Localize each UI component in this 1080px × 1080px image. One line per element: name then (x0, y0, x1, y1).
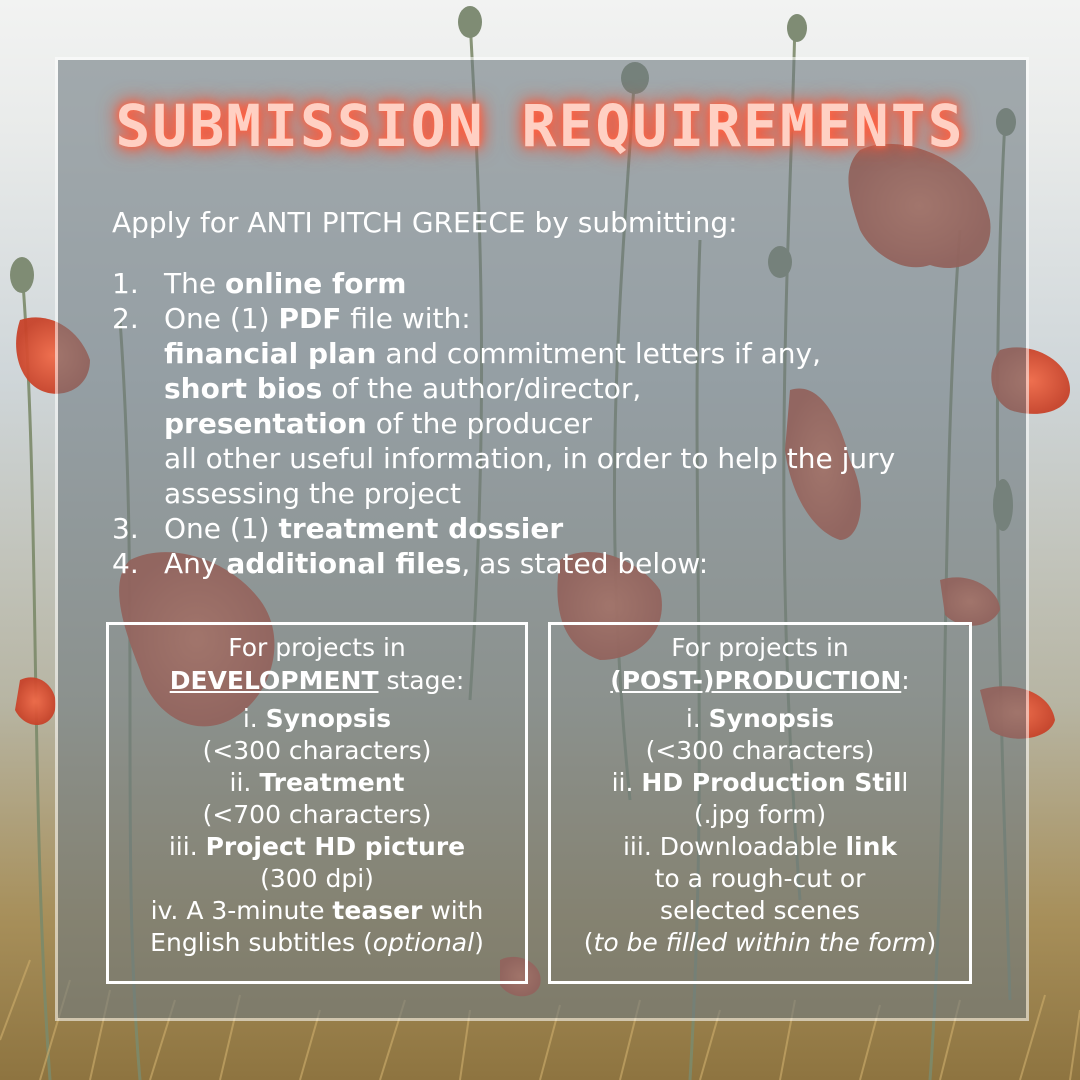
stage-suffix: : (901, 666, 910, 695)
list-number: 1. (112, 267, 139, 300)
heading-stage-line (551, 664, 969, 697)
development-requirements-box (106, 622, 528, 984)
pdf-detail (164, 336, 924, 371)
stage-name: (POST-)PRODUCTION (610, 666, 902, 695)
item-text: Any (164, 547, 227, 580)
box-line: i. Synopsis (242, 704, 392, 733)
heading-line: For projects in (228, 633, 406, 662)
box-line: ii. HD Production Still (611, 768, 909, 797)
list-item (112, 266, 924, 301)
item-text: The (164, 267, 225, 300)
box-line: (.jpg form) (693, 800, 827, 829)
box-heading (551, 631, 969, 697)
pdf-detail (112, 441, 924, 511)
box-line: selected scenes (660, 896, 860, 925)
detail-bold: short bios (164, 372, 323, 405)
list-item (112, 546, 924, 581)
page-title: SUBMISSION REQUIREMENTS (115, 92, 965, 160)
item-bold-text: online form (224, 267, 407, 300)
item-text: One (1) (164, 302, 279, 335)
box-heading (109, 631, 525, 697)
box-line: (<700 characters) (202, 800, 432, 829)
detail-bold: presentation (164, 407, 367, 440)
box-line: (<300 characters) (202, 736, 432, 765)
pdf-detail (164, 371, 924, 406)
box-line: ii. Treatment (229, 768, 405, 797)
list-number: 3. (112, 512, 139, 545)
stage-name: DEVELOPMENT (169, 666, 379, 695)
item-bold-text: additional files (226, 547, 462, 580)
list-number: 2. (112, 302, 139, 335)
production-requirements-box (548, 622, 972, 984)
list-item (112, 511, 924, 546)
heading-stage-line (109, 664, 525, 697)
box-line: iii. Project HD picture (168, 832, 466, 861)
item-text: One (1) (164, 512, 279, 545)
detail-text: of the author/director, (322, 372, 642, 405)
box-line: (300 dpi) (260, 864, 374, 893)
list-item (112, 301, 924, 511)
box-line: (<300 characters) (645, 736, 875, 765)
pdf-detail (164, 406, 924, 441)
detail-bold: financial plan (164, 337, 377, 370)
intro-text: Apply for ANTI PITCH GREECE by submitting: (112, 206, 738, 239)
stage-suffix: stage: (378, 666, 465, 695)
heading-line: For projects in (671, 633, 849, 662)
item-bold-text: PDF (278, 302, 342, 335)
detail-text: and commitment letters if any, (376, 337, 821, 370)
item-text-post: file with: (341, 302, 471, 335)
box-line: to a rough-cut or (654, 864, 866, 893)
requirements-list (112, 266, 924, 581)
item-text-post: , as stated below: (461, 547, 709, 580)
list-number: 4. (112, 547, 139, 580)
detail-text: all other useful information, in order to help the jury assessing the project (164, 442, 896, 510)
box-line: i. Synopsis (685, 704, 835, 733)
box-line: iii. Downloadable link (622, 832, 898, 861)
box-line: iv. A 3-minute teaser with (150, 896, 484, 925)
box-line: (to be filled within the form) (583, 928, 937, 957)
detail-text: of the producer (366, 407, 592, 440)
box-line: English subtitles (optional) (150, 928, 484, 957)
item-bold-text: treatment dossier (278, 512, 564, 545)
